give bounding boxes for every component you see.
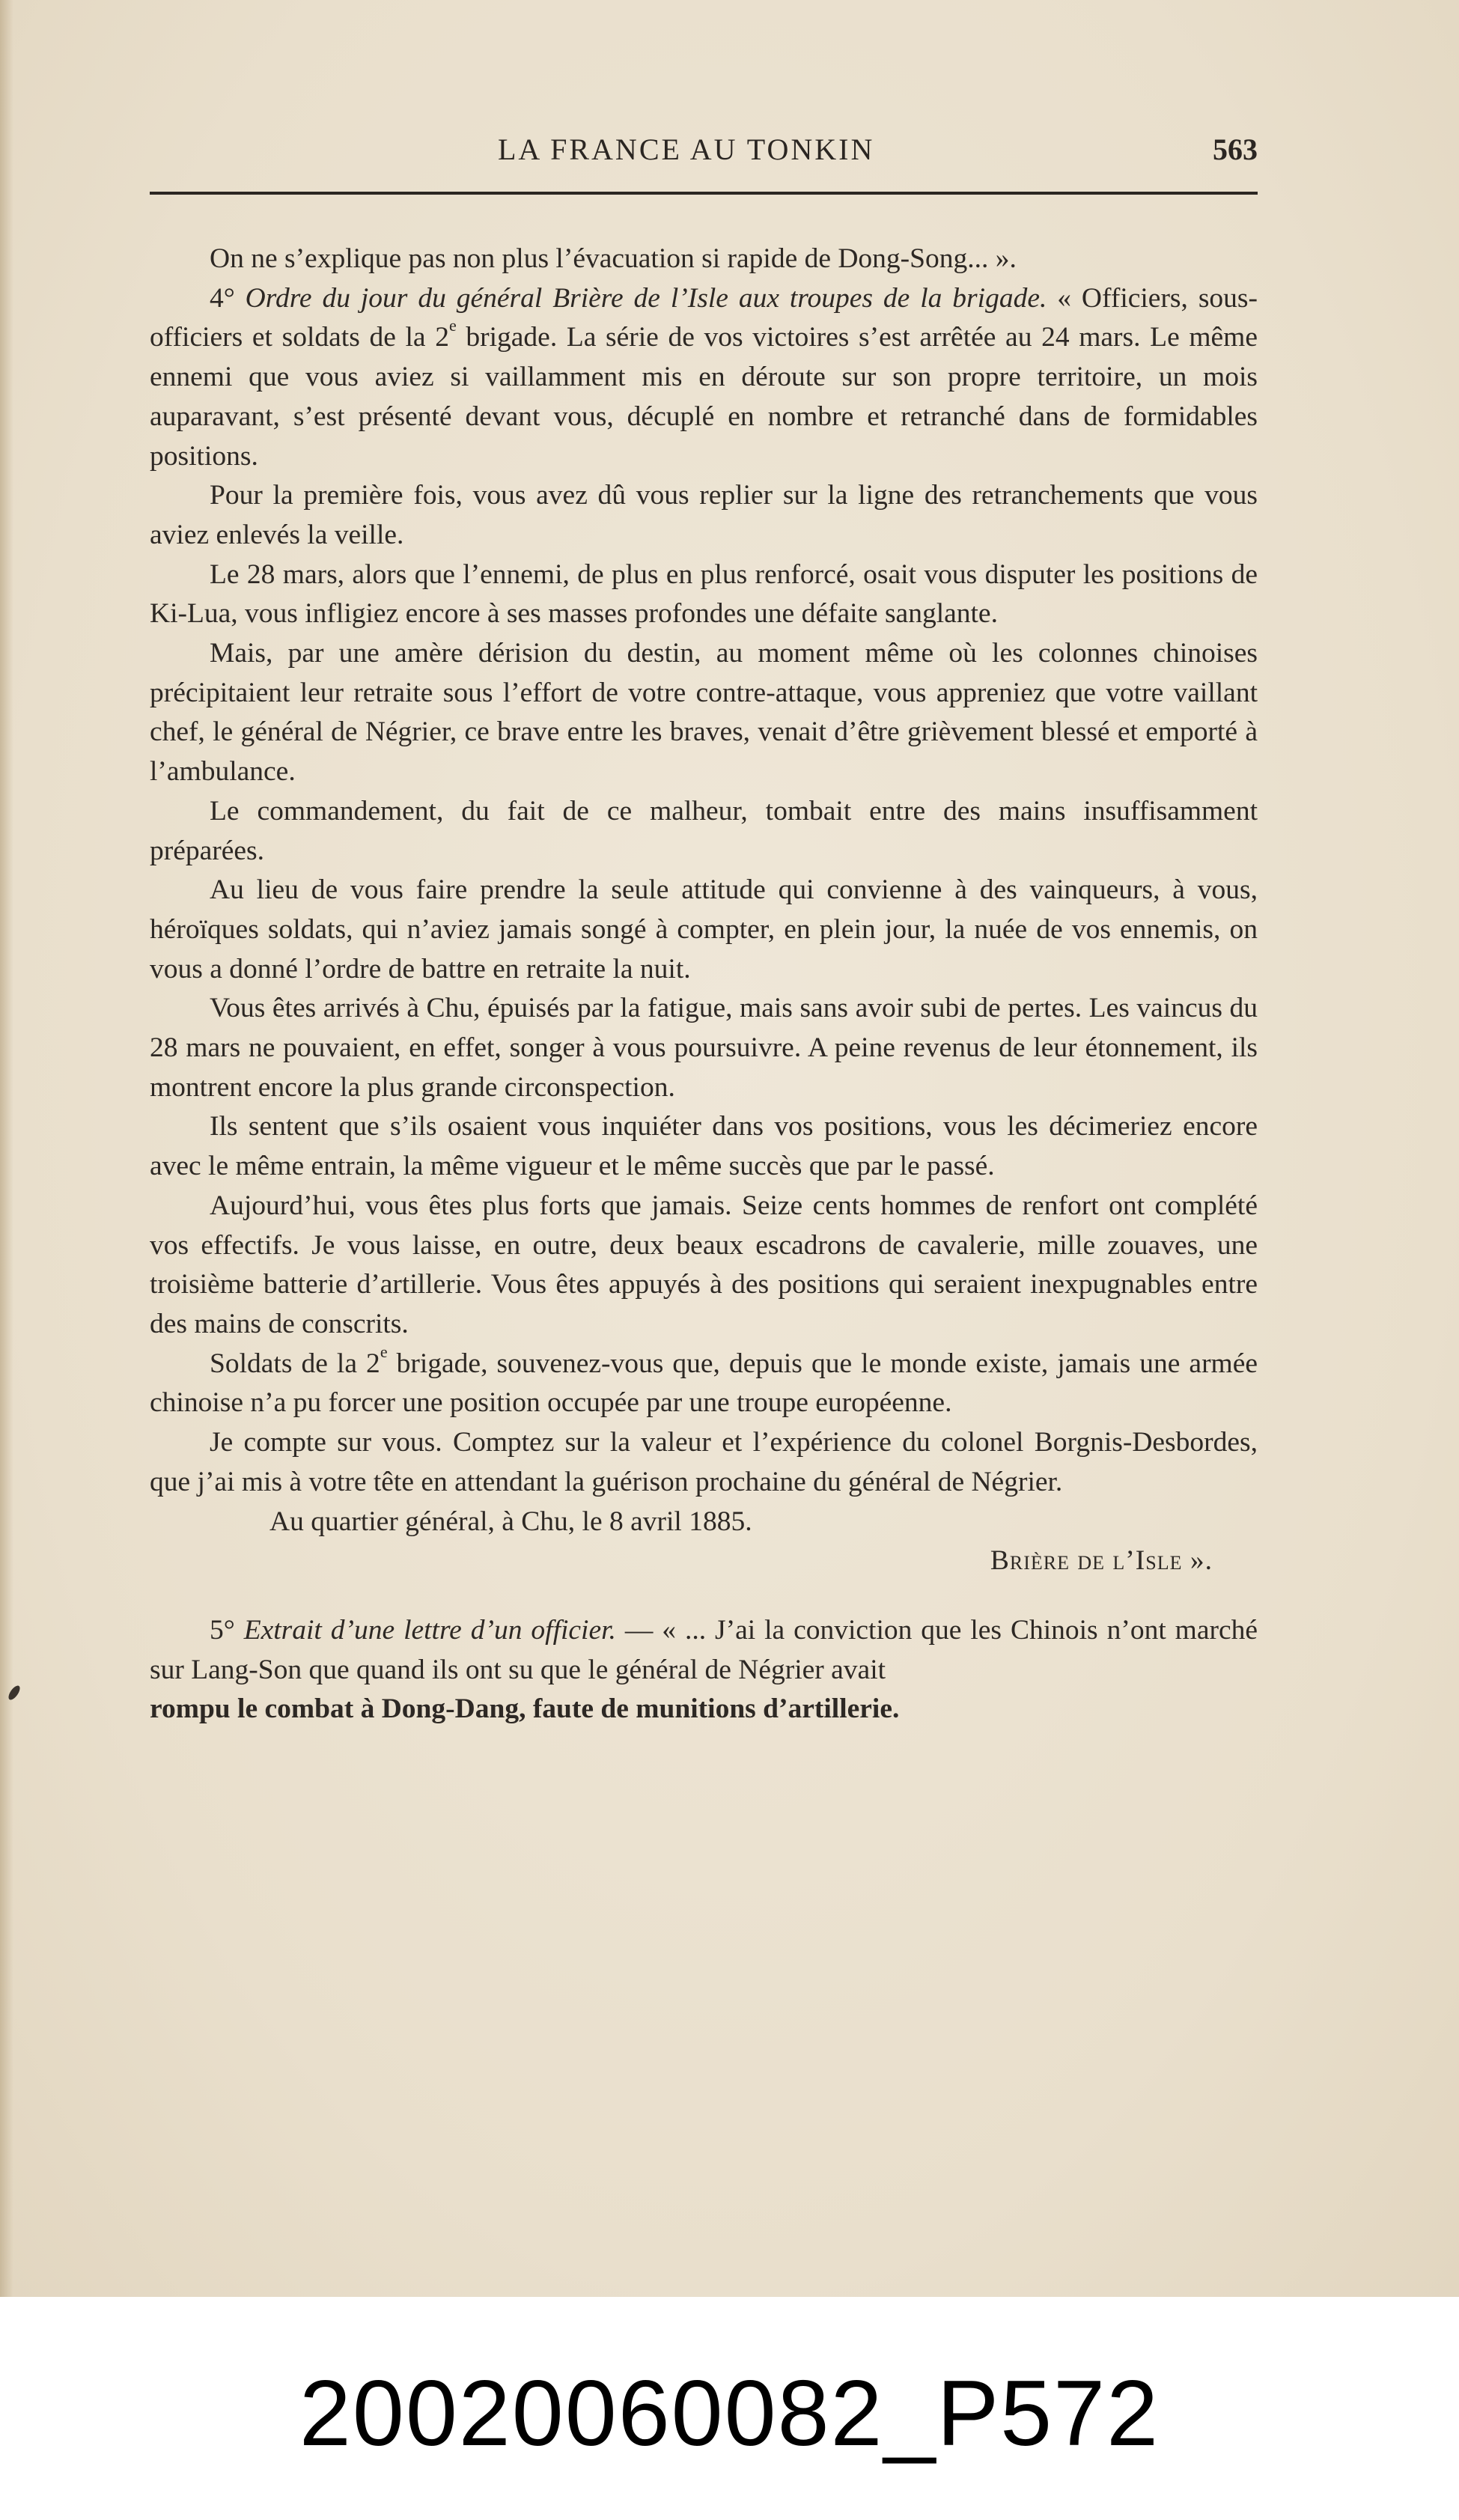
paragraph-text: brigade. La série de vos victoires s’est arrêtée au 24 mars. Le même ennemi que vous aviez si vaillamment mis en déroute sur son propre territoire, un mois auparavant, s’est présenté devant vous, décuplé en nombre et retranché dans de formidables positions. xyxy=(150,322,1258,472)
paragraph-text: Aujourd’hui, vous êtes plus forts que jamais. Seize cents hommes de renfort ont complété vos effectifs. Je vous laisse, en outre, deux beaux escadrons de cavalerie, mille zouaves, une troisième batterie d’artillerie. Vous êtes appuyés à des positions qui seraient inexpugnables entre des mains de conscrits. xyxy=(150,1190,1258,1339)
paragraph-text: Soldats de la 2 xyxy=(210,1348,380,1379)
paragraph xyxy=(150,476,1258,555)
page-number: 563 xyxy=(1213,133,1258,166)
item-number: 4° xyxy=(210,282,235,314)
paragraph xyxy=(150,1423,1258,1502)
item-title: Ordre du jour du général Brière de l’Isle aux troupes de la brigade. xyxy=(245,282,1047,314)
signature-text: Brière de l’Isle ». xyxy=(990,1545,1213,1577)
paragraph-text: « Officiers, sous-officiers et soldats de la 2 xyxy=(150,282,1258,353)
paragraph-text: Je compte sur vous. Comptez sur la valeur et l’expérience du colonel Borgnis-Desbordes, que j’ai mis à votre tête en attendant la guérison prochaine du général de Négrier. xyxy=(150,1427,1258,1497)
paragraph-text: Ils sentent que s’ils osaient vous inquiéter dans vos positions, vous les décimeriez encore avec le même entrain, la même vigueur et le même succès que par le passé. xyxy=(150,1111,1258,1182)
paragraph-text: Pour la première fois, vous avez dû vous replier sur la ligne des retranchements que vous aviez enlevés la veille. xyxy=(150,480,1258,550)
paragraph-text: rompu le combat à Dong-Dang, faute de munitions d’artillerie. xyxy=(150,1693,900,1725)
paragraph xyxy=(150,556,1258,634)
superscript: e xyxy=(448,316,457,335)
paragraph-text: brigade, souvenez-vous que, depuis que le monde existe, jamais une armée chinoise n’a pu forcer une position occupée par une troupe européenne. xyxy=(150,1348,1258,1419)
item-title: Extrait d’une lettre d’un officier. xyxy=(243,1614,616,1646)
paragraph-text: — « ... J’ai la conviction que les Chinois n’ont marché sur Lang-Son que quand ils ont su que le général de Négrier avait xyxy=(150,1614,1258,1685)
paragraph-order-du-jour xyxy=(150,279,1258,477)
paragraph-text: On ne s’explique pas non plus l’évacuation si rapide de Dong-Song... ». xyxy=(210,243,1017,274)
superscript: e xyxy=(380,1342,388,1361)
item-number: 5° xyxy=(210,1614,235,1646)
archive-id: 20020060082_P572 xyxy=(299,2362,1160,2465)
dateline-text: Au quartier général, à Chu, le 8 avril 1885. xyxy=(269,1506,752,1537)
paragraph-last-line xyxy=(150,1690,1258,1729)
running-head xyxy=(150,132,1258,177)
paragraph-text: Vous êtes arrivés à Chu, épuisés par la fatigue, mais sans avoir subi de pertes. Les vaincus du 28 mars ne pouvaient, en effet, songer à vous poursuivre. A peine revenus de leur étonnement, ils montrent encore la plus grande circonspection. xyxy=(150,993,1258,1103)
paragraph xyxy=(150,1107,1258,1186)
paragraph xyxy=(150,1187,1258,1345)
paragraph-text: Au lieu de vous faire prendre la seule attitude qui convienne à des vainqueurs, à vous, héroïques soldats, qui n’aviez jamais songé à compter, en plein jour, la nuée de vos ennemis, on vous a donné l’ordre de battre en retraite la nuit. xyxy=(150,874,1258,984)
archive-label xyxy=(0,2297,1459,2520)
paragraph xyxy=(150,989,1258,1107)
running-title: LA FRANCE AU TONKIN xyxy=(498,133,875,166)
paragraph xyxy=(150,871,1258,989)
paragraph-letter-extract xyxy=(150,1611,1258,1690)
body-text xyxy=(150,240,1258,1729)
paragraph-text: Le commandement, du fait de ce malheur, tombait entre des mains insuffisamment préparées. xyxy=(150,795,1258,866)
paragraph-text: Le 28 mars, alors que l’ennemi, de plus en plus renforcé, osait vous disputer les positions de Ki-Lua, vous infligiez encore à ses masses profondes une défaite sanglante. xyxy=(150,559,1258,630)
page-edge-shadow xyxy=(0,0,13,2297)
paragraph xyxy=(150,634,1258,792)
signature xyxy=(150,1541,1258,1581)
paragraph xyxy=(150,1342,1258,1423)
header-rule xyxy=(150,192,1258,195)
paragraph-text: Mais, par une amère dérision du destin, au moment même où les colonnes chinoises précipitaient leur retraite sous l’effort de votre contre-attaque, vous appreniez que votre vaillant chef, le général de Négrier, ce brave entre les braves, venait d’être grièvement blessé et emporté à l’ambulance. xyxy=(150,638,1258,788)
dateline xyxy=(150,1503,1258,1542)
paragraph xyxy=(150,240,1258,279)
paragraph xyxy=(150,792,1258,871)
